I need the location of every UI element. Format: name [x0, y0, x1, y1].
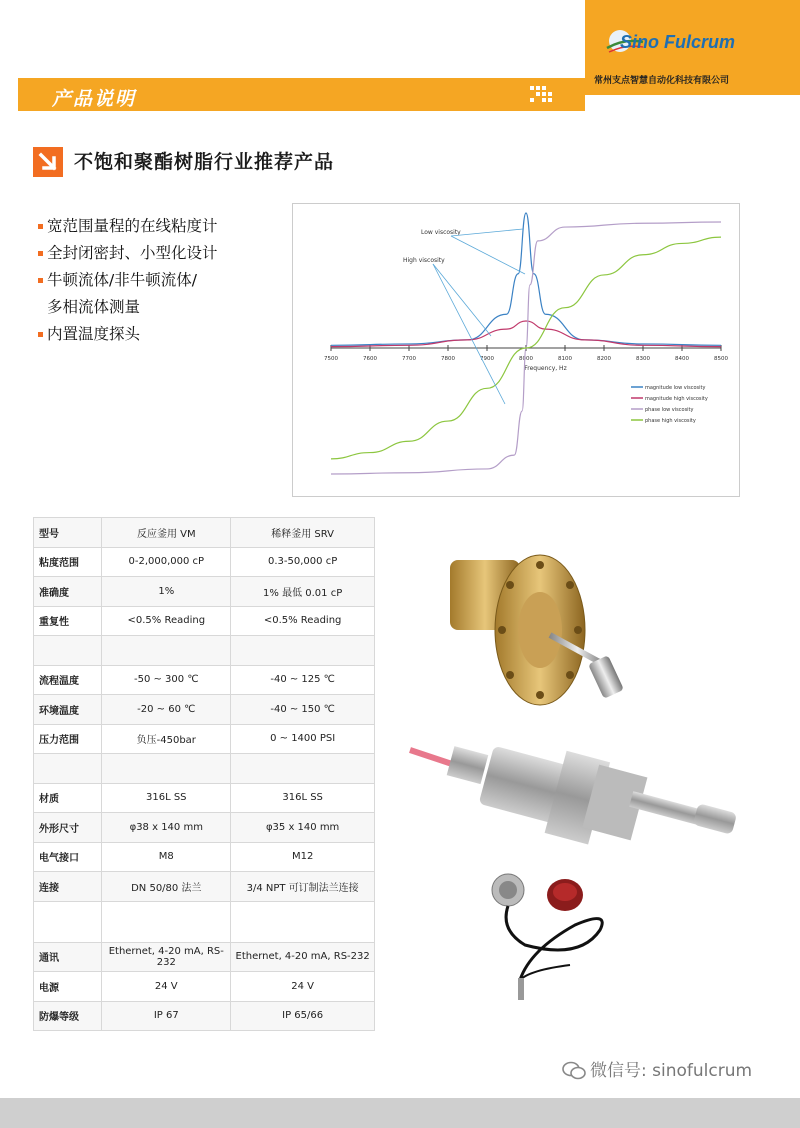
table-cell: 3/4 NPT 可订制法兰连接 [231, 872, 375, 902]
spec-table [33, 517, 375, 1031]
x-tick-label: 8400 [675, 356, 689, 362]
x-tick-label: 8300 [636, 356, 650, 362]
feature-item: 全封闭密封、小型化设计 [38, 240, 218, 267]
table-cell: -40 ~ 150 ℃ [231, 695, 375, 725]
x-tick-label: 8500 [714, 356, 728, 362]
table-cell: <0.5% Reading [102, 606, 231, 636]
flange-viscometer-image [440, 540, 640, 710]
table-cell: <0.5% Reading [231, 606, 375, 636]
table-cell: 1% [102, 577, 231, 607]
frequency-response-chart [292, 203, 740, 497]
annotation-pointer [433, 264, 505, 404]
table-cell [231, 754, 375, 784]
table-cell: Ethernet, 4-20 mA, RS-232 [102, 942, 231, 972]
table-cell: 负压-450bar [102, 724, 231, 754]
dots-decoration [530, 86, 552, 104]
table-cell: Ethernet, 4-20 mA, RS-232 [231, 942, 375, 972]
table-cell: 重复性 [34, 606, 102, 636]
table-header-cell: 反应釜用 VM [102, 518, 231, 548]
legend-label: magnitude high viscosity [645, 396, 708, 402]
table-row [34, 577, 375, 607]
table-cell: 粘度范围 [34, 547, 102, 577]
feature-item: 多相流体测量 [47, 298, 141, 316]
table-cell: 0 ~ 1400 PSI [231, 724, 375, 754]
table-cell [34, 636, 102, 666]
x-tick-label: 7800 [441, 356, 455, 362]
table-cell [231, 901, 375, 942]
table-cell: M8 [102, 842, 231, 872]
bullet-icon [38, 332, 43, 337]
table-cell: -20 ~ 60 ℃ [102, 695, 231, 725]
x-tick-label: 7600 [363, 356, 377, 362]
wechat-id: 微信号: sinofulcrum [562, 1056, 752, 1081]
bullet-icon [38, 224, 43, 229]
table-header-cell: 稀释釜用 SRV [231, 518, 375, 548]
table-cell: 24 V [231, 972, 375, 1002]
chart-svg [293, 204, 739, 496]
feature-item: 牛顿流体/非牛顿流体/ [38, 267, 218, 294]
logo-text: Sino Fulcrum [620, 32, 736, 52]
annotation-label: Low viscosity [421, 229, 461, 236]
table-header-cell: 型号 [34, 518, 102, 548]
table-cell: IP 65/66 [231, 1001, 375, 1031]
company-name: 常州支点智慧自动化科技有限公司 [594, 76, 730, 86]
table-row [34, 813, 375, 843]
table-cell [231, 636, 375, 666]
legend-label: phase low viscosity [645, 407, 694, 413]
table-row [34, 547, 375, 577]
feature-item: 内置温度探头 [38, 321, 218, 348]
section-title: 不饱和聚酯树脂行业推荐产品 [74, 151, 335, 173]
table-header-row [34, 518, 375, 548]
table-cell [102, 754, 231, 784]
table-cell: 电气接口 [34, 842, 102, 872]
threaded-viscometer-image [405, 730, 740, 850]
x-tick-label: 7500 [324, 356, 338, 362]
table-row [34, 606, 375, 636]
table-cell: -40 ~ 125 ℃ [231, 665, 375, 695]
annotation-pointer [451, 236, 525, 274]
banner-title: 产品说明 [52, 88, 137, 110]
legend-label: phase high viscosity [645, 418, 696, 424]
table-cell: 压力范围 [34, 724, 102, 754]
x-tick-label: 8200 [597, 356, 611, 362]
table-row [34, 665, 375, 695]
table-cell: 电源 [34, 972, 102, 1002]
legend-label: magnitude low viscosity [645, 385, 706, 391]
x-axis-label: Frequency, Hz [524, 365, 567, 372]
table-cell [34, 754, 102, 784]
table-cell: φ35 x 140 mm [231, 813, 375, 843]
table-row [34, 842, 375, 872]
table-cell: DN 50/80 法兰 [102, 872, 231, 902]
table-row [34, 942, 375, 972]
table-cell: 连接 [34, 872, 102, 902]
table-cell: 外形尺寸 [34, 813, 102, 843]
table-cell [102, 901, 231, 942]
bullet-icon [38, 251, 43, 256]
table-cell: 准确度 [34, 577, 102, 607]
x-tick-label: 8000 [519, 356, 533, 362]
table-cell: 材质 [34, 783, 102, 813]
table-row [34, 901, 375, 942]
wechat-icon [562, 1061, 586, 1081]
table-cell: 0-2,000,000 cP [102, 547, 231, 577]
table-cell: φ38 x 140 mm [102, 813, 231, 843]
footer-bar [0, 1098, 800, 1128]
table-cell: 通讯 [34, 942, 102, 972]
annotation-label: High viscosity [403, 257, 445, 264]
annotation-pointer [451, 229, 523, 236]
table-cell: 316L SS [102, 783, 231, 813]
table-row [34, 872, 375, 902]
bullet-icon [38, 278, 43, 283]
table-cell: 0.3-50,000 cP [231, 547, 375, 577]
annotation-pointer [433, 264, 491, 336]
table-row [34, 972, 375, 1002]
table-cell: 1% 最低 0.01 cP [231, 577, 375, 607]
table-cell [102, 636, 231, 666]
feature-list [38, 213, 218, 348]
table-cell: 24 V [102, 972, 231, 1002]
table-row [34, 783, 375, 813]
x-tick-label: 7700 [402, 356, 416, 362]
series-line [331, 321, 721, 347]
arrow-icon [33, 147, 63, 177]
x-tick-label: 7900 [480, 356, 494, 362]
table-row [34, 695, 375, 725]
remote-sensor-image [480, 870, 620, 1010]
table-cell: 环境温度 [34, 695, 102, 725]
series-line [331, 213, 721, 345]
table-cell: 防爆等级 [34, 1001, 102, 1031]
table-row [34, 754, 375, 784]
table-row [34, 724, 375, 754]
table-cell: IP 67 [102, 1001, 231, 1031]
table-cell: -50 ~ 300 ℃ [102, 665, 231, 695]
table-row [34, 1001, 375, 1031]
table-row [34, 636, 375, 666]
table-cell: 316L SS [231, 783, 375, 813]
table-cell [34, 901, 102, 942]
feature-item: 宽范围量程的在线粘度计 [38, 213, 218, 240]
table-cell: M12 [231, 842, 375, 872]
x-tick-label: 8100 [558, 356, 572, 362]
table-cell: 流程温度 [34, 665, 102, 695]
